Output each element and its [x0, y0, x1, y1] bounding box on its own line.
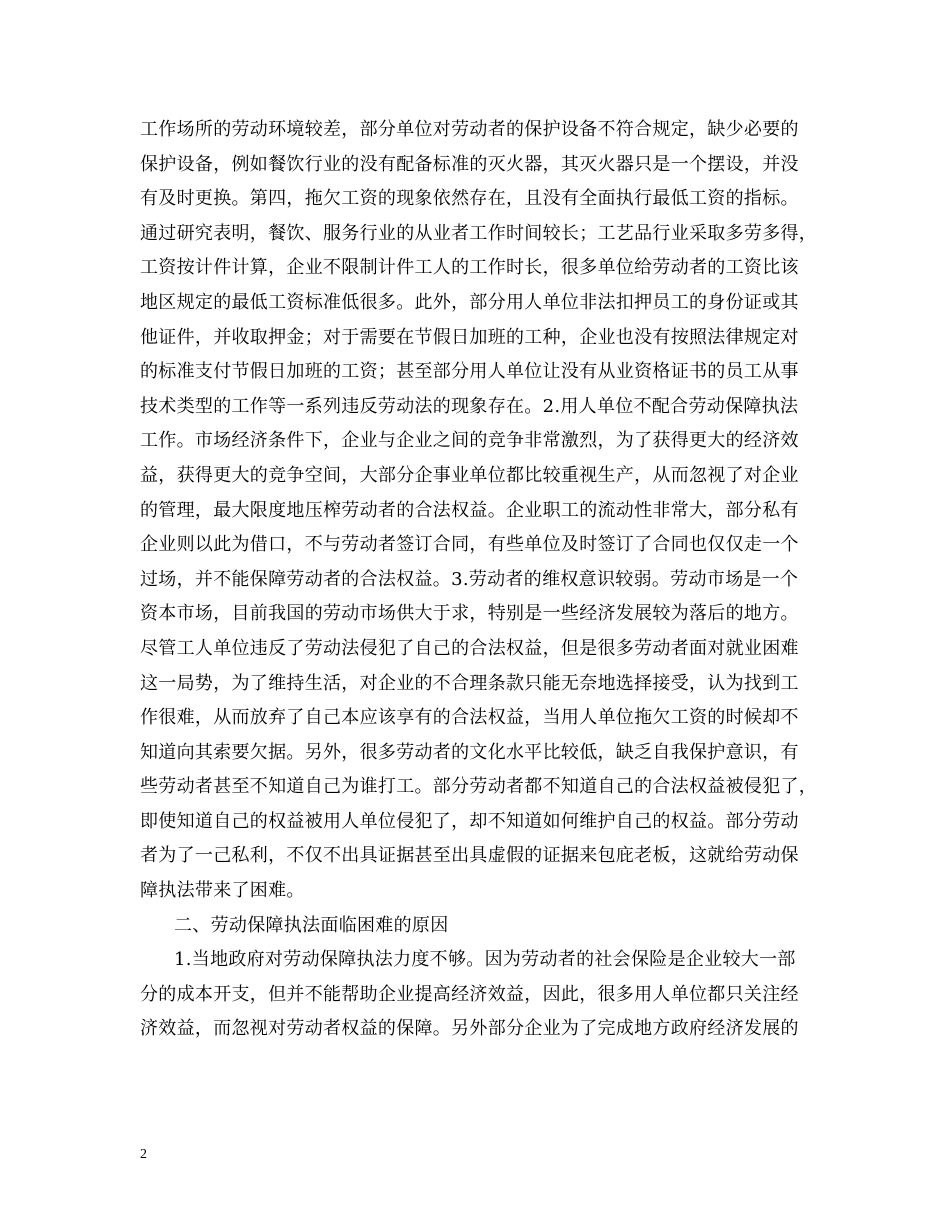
- text-line: 益，获得更大的竞争空间，大部分企事业单位都比较重视生产，从而忽视了对企业: [140, 464, 799, 486]
- text-line: 知道向其索要欠据。另外，很多劳动者的文化水平比较低，缺乏自我保护意识，有: [140, 741, 799, 763]
- text-line: 保护设备，例如餐饮行业的没有配备标准的灭火器，其灭火器只是一个摆设，并没: [140, 153, 799, 175]
- text-line: 者为了一己私利，不仅不出具证据甚至出具虚假的证据来包庇老板，这就给劳动保: [140, 845, 799, 867]
- text-line: 通过研究表明，餐饮、服务行业的从业者工作时间较长；工艺品行业采取多劳多得，: [140, 222, 818, 244]
- text-line: 工资按计件计算，企业不限制计件工人的工作时长，很多单位给劳动者的工资比该: [140, 257, 799, 279]
- text-line: 即使知道自己的权益被用人单位侵犯了，却不知道如何维护自己的权益。部分劳动: [140, 810, 799, 832]
- text-line: 他证件，并收取押金；对于需要在节假日加班的工种，企业也没有按照法律规定对: [140, 326, 799, 348]
- text-line: 工作场所的劳动环境较差，部分单位对劳动者的保护设备不符合规定，缺少必要的: [140, 119, 799, 140]
- text-line: 这一局势，为了维持生活，对企业的不合理条款只能无奈地选择接受，认为找到工: [140, 672, 799, 694]
- text-line: 1.当地政府对劳动保障执法力度不够。因为劳动者的社会保险是企业较大一部: [174, 949, 796, 971]
- page-number: 2: [140, 1147, 147, 1162]
- text-line: 二、劳动保障执法面临困难的原因: [174, 914, 449, 936]
- text-line: 济效益，而忽视对劳动者权益的保障。另外部分企业为了完成地方政府经济发展的: [140, 1018, 799, 1040]
- text-line: 些劳动者甚至不知道自己为谁打工。部分劳动者都不知道自己的合法权益被侵犯了，: [140, 776, 818, 798]
- text-line: 的管理，最大限度地压榨劳动者的合法权益。企业职工的流动性非常大，部分私有: [140, 499, 799, 521]
- text-line: 过场，并不能保障劳动者的合法权益。3.劳动者的维权意识较弱。劳动市场是一个: [140, 568, 799, 590]
- text-line: 作很难，从而放弃了自己本应该享有的合法权益，当用人单位拖欠工资的时候却不: [140, 707, 799, 729]
- text-line: 的标准支付节假日加班的工资；甚至部分用人单位让没有从业资格证书的员工从事: [140, 361, 799, 383]
- body-text: [140, 113, 830, 1047]
- text-line: 资本市场，目前我国的劳动市场供大于求，特别是一些经济发展较为落后的地方。: [140, 603, 799, 625]
- text-line: 分的成本开支，但并不能帮助企业提高经济效益，因此，很多用人单位都只关注经: [140, 983, 799, 1005]
- text-line: 障执法带来了困难。: [140, 880, 305, 902]
- text-line: 工作。市场经济条件下，企业与企业之间的竞争非常激烈，为了获得更大的经济效: [140, 430, 799, 452]
- text-line: 企业则以此为借口，不与劳动者签订合同，有些单位及时签订了合同也仅仅走一个: [140, 534, 799, 556]
- text-line: 有及时更换。第四，拖欠工资的现象依然存在，且没有全面执行最低工资的指标。: [140, 188, 799, 210]
- text-line: 尽管工人单位违反了劳动法侵犯了自己的合法权益，但是很多劳动者面对就业困难: [140, 637, 799, 659]
- text-line: 地区规定的最低工资标准低很多。此外，部分用人单位非法扣押员工的身份证或其: [140, 291, 799, 313]
- text-line: 技术类型的工作等一系列违反劳动法的现象存在。2.用人单位不配合劳动保障执法: [140, 395, 799, 417]
